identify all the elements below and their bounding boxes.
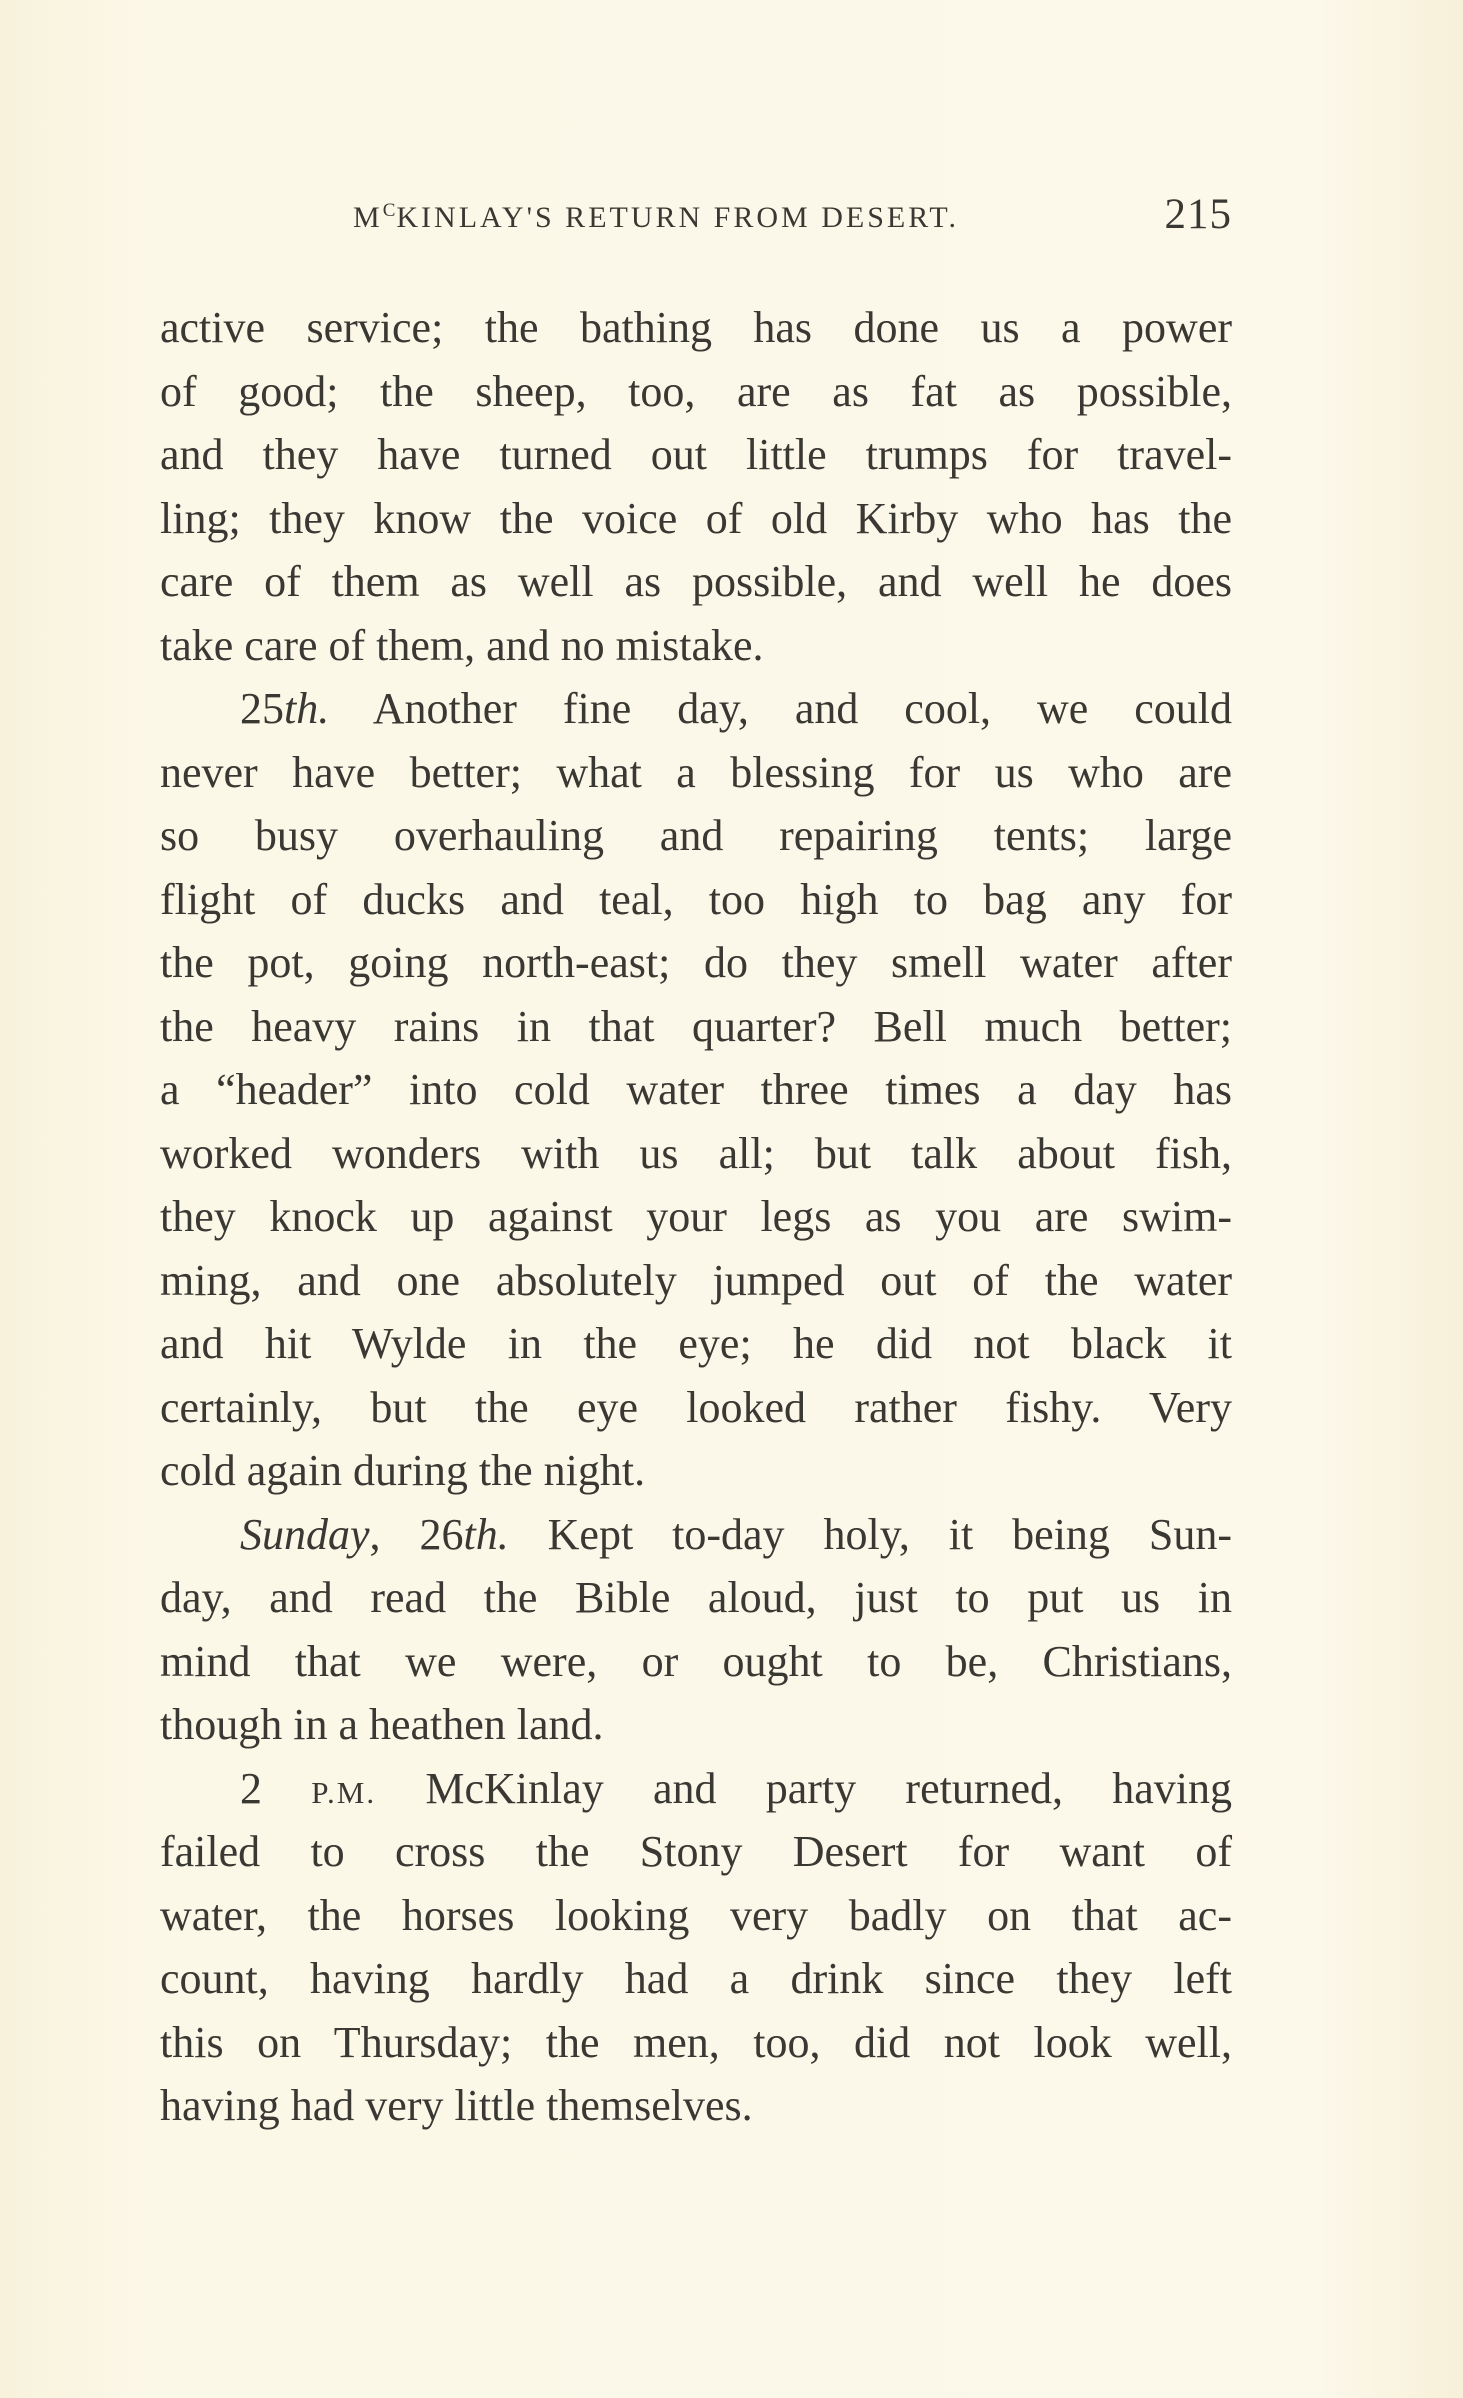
running-title xyxy=(353,200,959,235)
text-line: they knock up against your legs as you are swim- xyxy=(160,1192,1232,1241)
text-line: a “header” into cold water three times a day has xyxy=(160,1065,1232,1114)
text-line: cold again during the night. xyxy=(160,1446,646,1495)
text-line: water, the horses looking very badly on that ac- xyxy=(160,1890,1232,1940)
page-header xyxy=(160,190,1232,250)
text-line: count, having hardly had a drink since they left xyxy=(160,1954,1232,2003)
text-line: never have better; what a blessing for us who are xyxy=(160,747,1232,797)
text-line: having had very little themselves. xyxy=(160,2081,753,2130)
entry-2pm-line: 2 P.M. McKinlay and party returned, having xyxy=(240,1763,1233,1813)
text-line: this on Thursday; the men, too, did not look well, xyxy=(160,2017,1232,2067)
running-title-rest: KINLAY'S RETURN FROM DESERT. xyxy=(396,201,960,234)
text-line: so busy overhauling and repairing tents; large xyxy=(160,811,1232,860)
running-title-prefix: M xyxy=(353,201,383,234)
text-line: ling; they know the voice of old Kirby who has the xyxy=(160,493,1232,543)
text-line: and hit Wylde in the eye; he did not black it xyxy=(160,1319,1232,1368)
entry-25th-line: 25th. Another fine day, and cool, we could xyxy=(240,684,1232,733)
text-line: of good; the sheep, too, are as fat as possible, xyxy=(160,366,1232,416)
text-line: failed to cross the Stony Desert for want of xyxy=(160,1827,1232,1876)
text-line: though in a heathen land. xyxy=(160,1700,604,1749)
text-line: the heavy rains in that quarter? Bell much better; xyxy=(160,1001,1232,1051)
text-line: mind that we were, or ought to be, Christians, xyxy=(160,1636,1232,1686)
text-line: active service; the bathing has done us a power xyxy=(160,303,1232,352)
text-line: the pot, going north-east; do they smell water after xyxy=(160,938,1232,987)
page-number: 215 xyxy=(1164,191,1232,238)
text-line: care of them as well as possible, and well he does xyxy=(160,557,1232,606)
running-title-superscript: C xyxy=(382,200,397,221)
text-line: worked wonders with us all; but talk about fish, xyxy=(160,1128,1232,1178)
body-text xyxy=(160,296,1232,2138)
text-line: take care of them, and no mistake. xyxy=(160,620,764,670)
text-line: certainly, but the eye looked rather fishy. Very xyxy=(160,1382,1232,1432)
entry-sunday-26th-line: Sunday, 26th. Kept to-day holy, it being Sun- xyxy=(240,1509,1232,1559)
text-line: ming, and one absolutely jumped out of the water xyxy=(160,1255,1232,1305)
text-line: day, and read the Bible aloud, just to put us in xyxy=(160,1573,1232,1622)
text-line: flight of ducks and teal, too high to bag any for xyxy=(160,874,1232,924)
text-line: and they have turned out little trumps for travel- xyxy=(160,430,1232,479)
